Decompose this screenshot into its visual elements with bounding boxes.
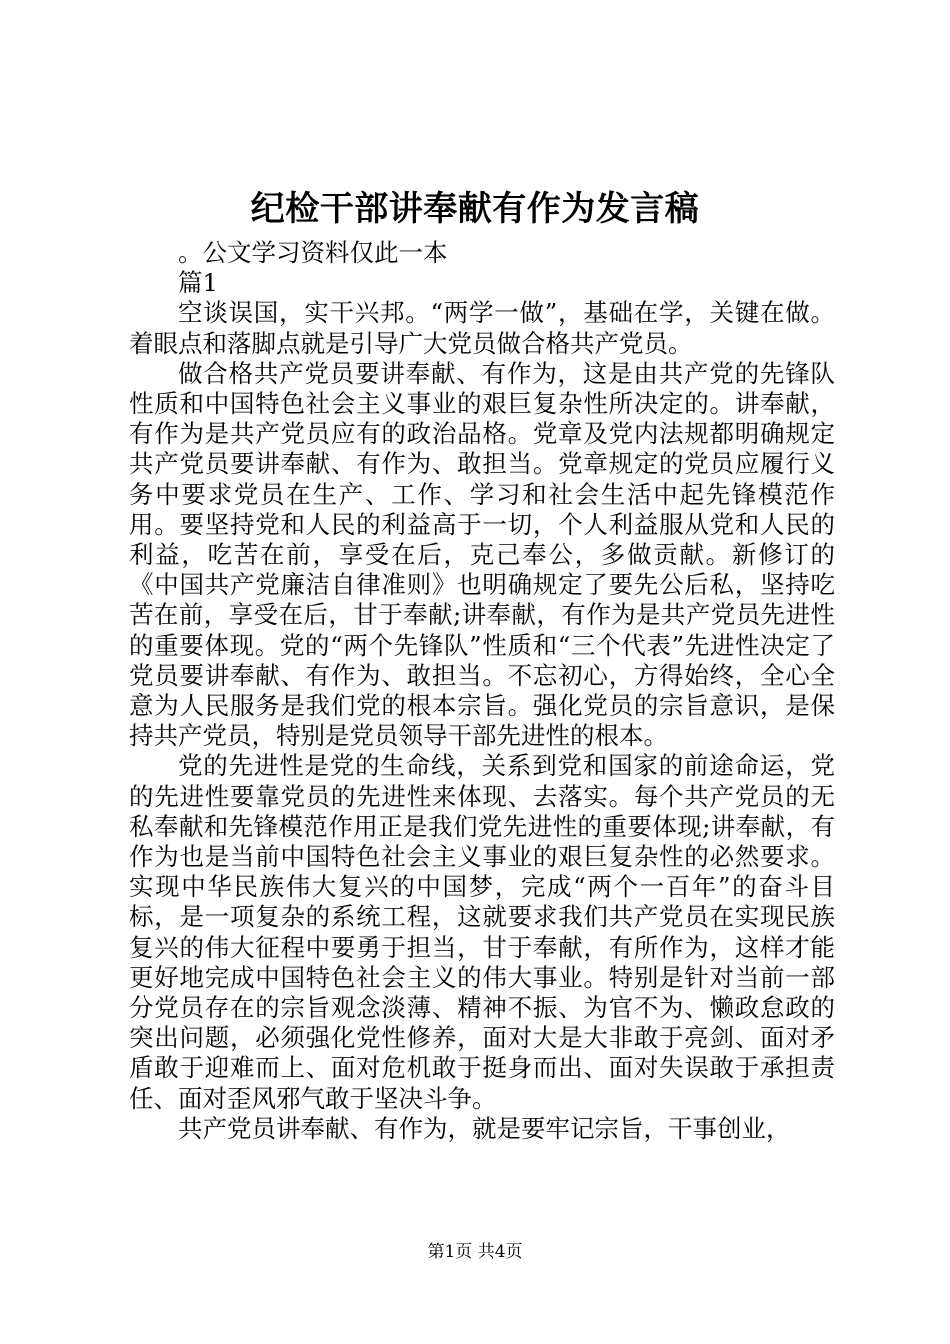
paragraph-section-label: 篇1 (178, 268, 219, 298)
paragraph: 党的先进性是党的生命线，关系到党和国家的前途命运，党的先进性要靠党员的先进性来体现、去落实。每个共产党员的无私奉献和先锋模范作用正是我们党先进性的重要体现;讲奉献，有作为也是当前中国特色社会主义事业的艰巨复杂性的必然要求。实现中华民族伟大复兴的中国梦，完成“两个一百年”的奋斗目标，是一项复杂的系统工程，这就要求我们共产党员在实现民族复兴的伟大征程中要勇于担当，甘于奉献，有所作为，这样才能更好地完成中国特色社会主义的伟大事业。特别是针对当前一部分党员存在的宗旨观念淡薄、精神不振、为官不为、懒政怠政的突出问题，必须强化党性修养，面对大是大非敢于亮剑、面对矛盾敢于迎难而上、面对危机敢于挺身而出、面对失误敢于承担责任、面对歪风邪气敢于坚决斗争。 (129, 751, 835, 1113)
document-title: 纪检干部讲奉献有作为发言稿 (250, 189, 700, 229)
paragraph-note: 。公文学习资料仅此一本 (178, 238, 448, 267)
paragraph: 共产党员讲奉献、有作为，就是要牢记宗旨，干事创业， (178, 1113, 791, 1143)
page-indicator: 第1页 共4页 (427, 1242, 523, 1262)
paragraph: 空谈误国，实干兴邦。“两学一做”，基础在学，关键在做。着眼点和落脚点就是引导广大党员做合格共产党员。 (129, 298, 835, 358)
page-footer (0, 1240, 950, 1264)
document-body (129, 238, 835, 1144)
paragraph: 做合格共产党员要讲奉献、有作为，这是由共产党的先锋队性质和中国特色社会主义事业的艰巨复杂性所决定的。讲奉献，有作为是共产党员应有的政治品格。党章及党内法规都明确规定共产党员要讲奉献、有作为、敢担当。党章规定的党员应履行义务中要求党员在生产、工作、学习和社会生活中起先锋模范作用。要坚持党和人民的利益高于一切，个人利益服从党和人民的利益，吃苦在前，享受在后，克己奉公，多做贡献。新修订的《中国共产党廉洁自律准则》也明确规定了要先公后私，坚持吃苦在前，享受在后，甘于奉献;讲奉献，有作为是共产党员先进性的重要体现。党的“两个先锋队”性质和“三个代表”先进性决定了党员要讲奉献、有作为、敢担当。不忘初心，方得始终，全心全意为人民服务是我们党的根本宗旨。强化党员的宗旨意识，是保持共产党员，特别是党员领导干部先进性的根本。 (129, 358, 835, 751)
